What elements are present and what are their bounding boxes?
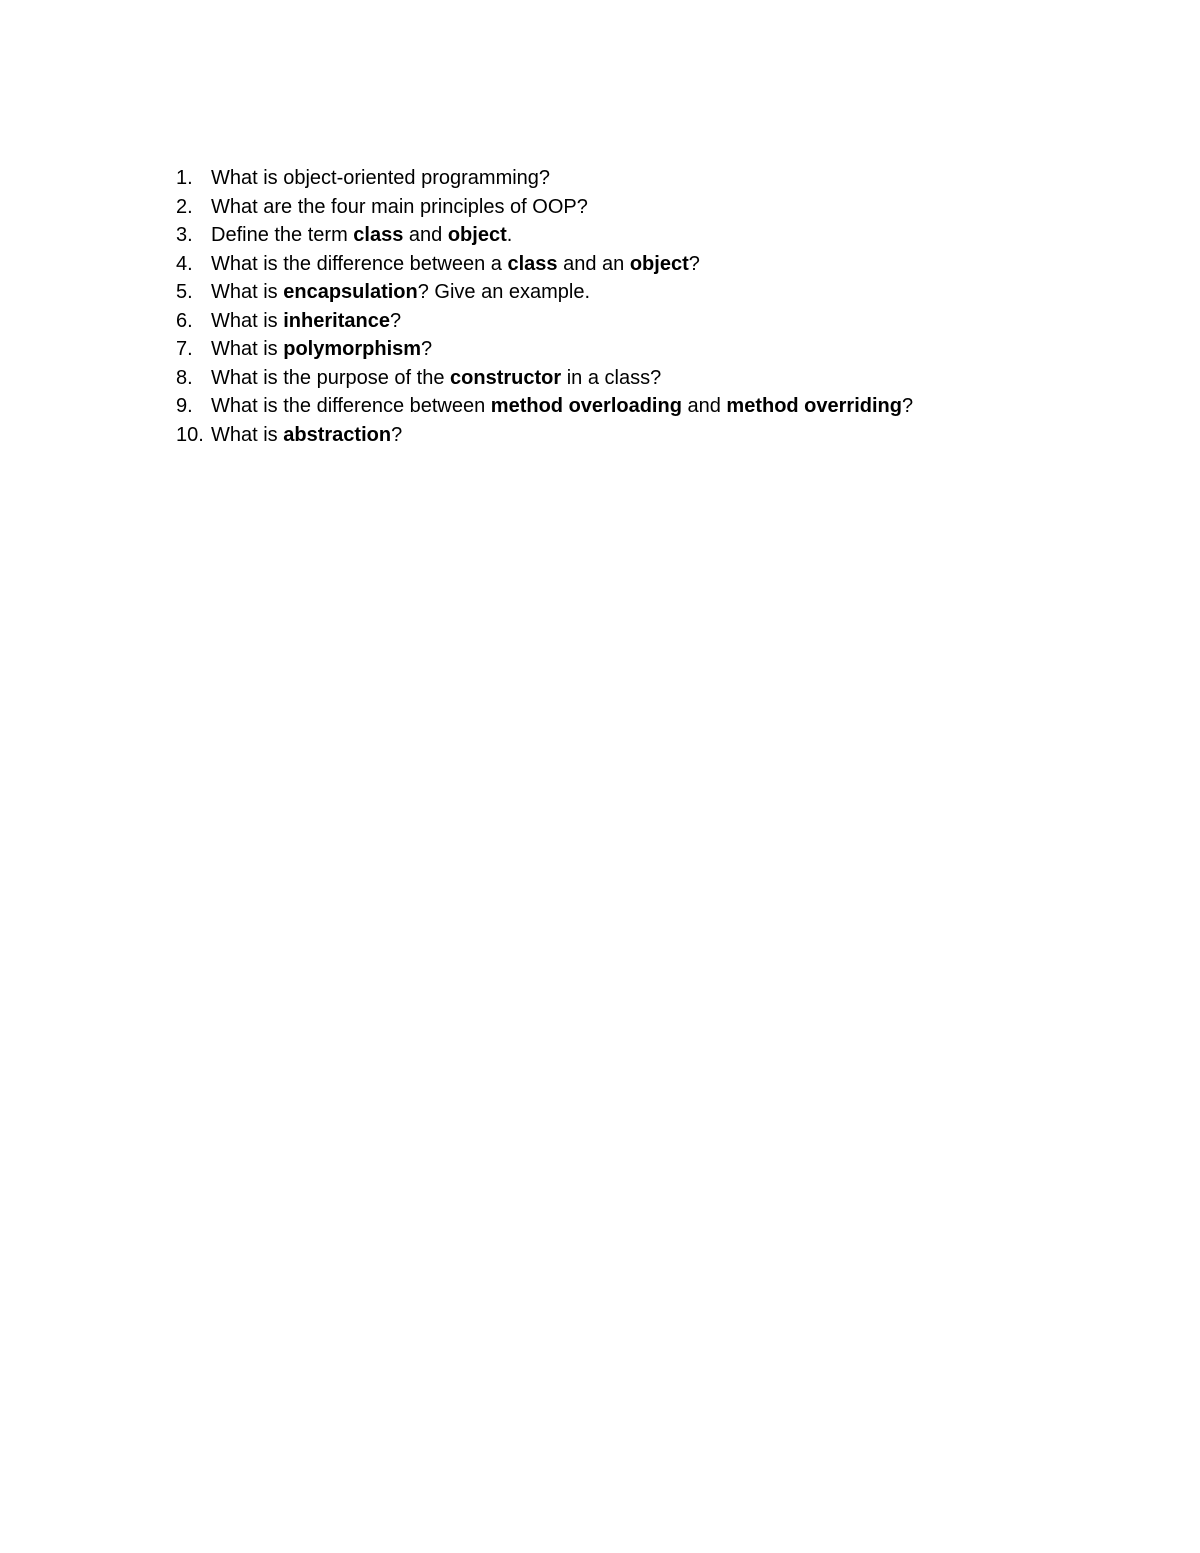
question-number: 1. xyxy=(176,167,193,189)
question-text-segment: What is the difference between xyxy=(211,395,491,417)
question-text-segment: What is xyxy=(211,309,284,332)
question-term: encapsulation xyxy=(283,281,418,303)
question-term: inheritance xyxy=(283,309,390,332)
question-text-segment: What is the purpose of the xyxy=(211,366,451,389)
question-number: 10. xyxy=(176,423,204,446)
question-item xyxy=(176,421,913,450)
question-text-segment: in a class? xyxy=(561,366,662,389)
question-text-segment: What is the difference between a xyxy=(211,252,508,275)
question-item xyxy=(176,278,913,307)
question-number: 3. xyxy=(176,224,193,246)
question-text-segment: ? xyxy=(391,423,403,446)
question-text xyxy=(211,278,590,307)
question-item xyxy=(176,364,913,393)
question-text-segment: . xyxy=(506,224,513,246)
question-number: 2. xyxy=(176,195,193,218)
question-text xyxy=(211,193,588,222)
question-number: 4. xyxy=(176,252,193,275)
question-item xyxy=(176,164,913,193)
question-item xyxy=(176,250,913,279)
question-number: 8. xyxy=(176,366,193,389)
question-text xyxy=(211,335,432,364)
question-item xyxy=(176,193,913,222)
question-text xyxy=(211,221,512,250)
question-text-segment: What is object-oriented programming? xyxy=(211,167,551,189)
question-list xyxy=(176,164,913,449)
question-text xyxy=(211,392,913,421)
question-term: object xyxy=(447,224,507,246)
question-text-segment: ? xyxy=(901,395,914,417)
question-text-segment: and xyxy=(681,395,727,417)
question-item xyxy=(176,335,913,364)
question-text-segment: and an xyxy=(557,252,630,275)
question-text-segment: ? xyxy=(389,309,402,332)
question-term: class xyxy=(507,252,558,275)
question-text-segment: ? xyxy=(688,252,700,275)
question-text-segment: Define the term xyxy=(211,224,354,246)
question-term: method overloading xyxy=(490,395,682,417)
question-number: 6. xyxy=(176,309,193,332)
question-text xyxy=(211,250,700,279)
question-term: class xyxy=(353,224,404,246)
question-text-segment: ? Give an example. xyxy=(417,281,591,303)
question-text xyxy=(211,421,402,450)
question-text-segment: What is xyxy=(211,281,284,303)
question-text-segment: What are the four main principles of OOP? xyxy=(211,195,588,218)
question-item xyxy=(176,221,913,250)
question-term: constructor xyxy=(450,366,562,389)
question-text xyxy=(211,164,550,193)
question-text xyxy=(211,307,401,336)
question-text xyxy=(211,364,661,393)
question-text-segment: and xyxy=(403,224,448,246)
question-number: 9. xyxy=(176,395,193,417)
question-text-segment: What is xyxy=(211,338,284,360)
question-item xyxy=(176,392,913,421)
question-item xyxy=(176,307,913,336)
question-term: method overriding xyxy=(726,395,902,417)
question-text-segment: ? xyxy=(421,338,433,360)
question-text-segment: What is xyxy=(211,423,284,446)
question-number: 7. xyxy=(176,338,193,360)
question-term: abstraction xyxy=(283,423,392,446)
question-number: 5. xyxy=(176,281,193,303)
question-term: object xyxy=(629,252,689,275)
question-term: polymorphism xyxy=(283,338,422,360)
